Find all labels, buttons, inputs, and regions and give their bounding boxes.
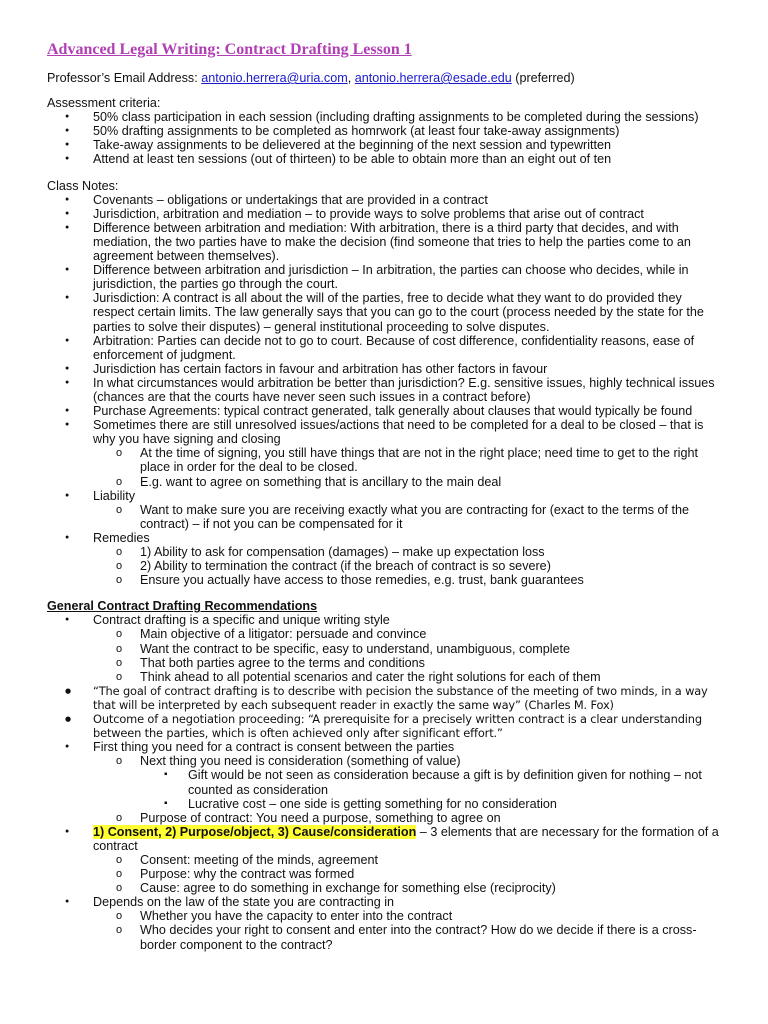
list-item: ● Jurisdiction, arbitration and mediation – to provide ways to solve problems that arise out of contract [47, 207, 722, 221]
sub-list-item: o Want the contract to be specific, easy to understand, unambiguous, complete [116, 642, 722, 656]
sub-list-item: o Who decides your right to consent and enter into the contract? How do we decide if there is a cross-border component to the contract? [116, 923, 722, 951]
elements-text: – 3 elements that are necessary for the formation of a contract [93, 824, 719, 853]
class-notes-list [47, 193, 722, 588]
list-item-style [47, 613, 722, 683]
list-item: ● Arbitration: Parties can decide not to go to court. Because of cost difference, confidentiality reasons, ease of enforcement of judgment. [47, 334, 722, 362]
list-item-text: Liability [93, 488, 135, 503]
list-item-text: First thing you need for a contract is consent between the parties [93, 740, 455, 755]
list-item: ● 50% drafting assignments to be completed as homrwork (at least four take-away assignments) [47, 124, 722, 138]
consideration-sublist [140, 768, 722, 810]
list-item: ● Attend at least ten sessions (out of thirteen) to be able to obtain more than an eight out of ten [47, 152, 722, 166]
style-sublist [93, 627, 722, 683]
list-item-text: Contract drafting is a specific and unique writing style [93, 613, 390, 628]
class-notes-section [47, 179, 722, 588]
sub-sub-list-item: ▪ Lucrative cost – one side is getting something for no consideration [164, 797, 722, 811]
quote-fox: ● “The goal of contract drafting is to describe with pecision the substance of the meeting of two minds, in a way that will be interpreted by each subsequent reader in exactly the same way” (Charles M. Fox) [47, 684, 722, 712]
sub-list-item: o Ensure you actually have access to those remedies, e.g. trust, bank guarantees [116, 573, 722, 587]
document-title: Advanced Legal Writing: Contract Drafting Lesson 1 [47, 41, 412, 58]
list-item-remedies [47, 531, 722, 587]
sub-list-item-text: Next thing you need is consideration (something of value) [140, 754, 461, 769]
assessment-heading: Assessment criteria: [47, 96, 161, 111]
email-line [47, 71, 722, 85]
list-item: ● 50% class participation in each session (including drafting assignments to be completed during the sessions) [47, 110, 722, 124]
email-label: Professor’s Email Address: [47, 71, 202, 85]
recommendations-section [47, 599, 722, 951]
list-item-signing [47, 418, 722, 488]
law-sublist [93, 909, 722, 951]
list-item-text: Sometimes there are still unresolved issues/actions that need to be completed for a deal to be closed – that is why you have signing and closing [93, 418, 704, 447]
list-item: ● In what circumstances would arbitration be better than jurisdiction? E.g. sensitive issues, highly technical issues (chances are that the courts have never seen such issues in a contract before) [47, 376, 722, 404]
list-item-consent [47, 740, 722, 825]
list-item: ● Jurisdiction has certain factors in favour and arbitration has other factors in favour [47, 362, 722, 376]
sub-sub-list-item: ▪ Gift would be not seen as consideration because a gift is by definition given for nothing – not counted as consideration [164, 768, 722, 796]
remedies-sublist [93, 545, 722, 587]
sub-list-item: o Consent: meeting of the minds, agreement [116, 853, 722, 867]
list-item-elements [47, 825, 722, 895]
sub-list-item: o Whether you have the capacity to enter into the contract [116, 909, 722, 923]
assessment-section [47, 96, 722, 166]
sub-list-item: o At the time of signing, you still have things that are not in the right place; need time to get to the right place in order for the deal to be closed. [116, 446, 722, 474]
list-item: ● Take-away assignments to be delievered at the beginning of the next session and typewritten [47, 138, 722, 152]
list-item-law [47, 895, 722, 951]
quote-negotiation: ● Outcome of a negotiation proceeding: “A prerequisite for a precisely written contract is a clear understanding between the parties, which is often achieved only after significant effort.” [47, 712, 722, 740]
sub-list-item: o Cause: agree to do something in exchange for something else (reciprocity) [116, 881, 722, 895]
list-item: ● Jurisdiction: A contract is all about the will of the parties, free to decide what they want to do provided they respect certain limits. The law generally says that you can go to the court (process needed by the state for the parties to solve their disputes) – general institutional proceeding to solve disputes. [47, 291, 722, 333]
recommendations-heading: General Contract Drafting Recommendations [47, 599, 318, 614]
elements-highlight: 1) Consent, 2) Purpose/object, 3) Cause/consideration [93, 824, 417, 839]
sub-list-item: o 2) Ability to termination the contract (if the breach of contract is so severe) [116, 559, 722, 573]
consent-sublist [93, 754, 722, 824]
email-suffix: (preferred) [511, 71, 575, 85]
list-item: ● Difference between arbitration and jurisdiction – In arbitration, the parties can choose who decides, while in jurisdiction, the parties go through the court. [47, 263, 722, 291]
sub-list-item: o That both parties agree to the terms and conditions [116, 656, 722, 670]
liability-sublist [93, 503, 722, 531]
sub-list-item: o E.g. want to agree on something that is ancillary to the main deal [116, 475, 722, 489]
sub-list-item: o Want to make sure you are receiving exactly what you are contracting for (exact to the terms of the contract) – if not you can be compensated for it [116, 503, 722, 531]
sub-list-item: o Purpose of contract: You need a purpose, something to agree on [116, 811, 722, 825]
email-link-uria[interactable]: antonio.herrera@uria.com [201, 71, 348, 85]
sub-list-item-consideration [116, 754, 722, 810]
elements-sublist [93, 853, 722, 895]
email-separator: , [347, 71, 355, 85]
list-item-text: Depends on the law of the state you are contracting in [93, 895, 395, 910]
recommendations-list [47, 613, 722, 951]
list-item-text: Remedies [93, 530, 150, 545]
sub-list-item: o Think ahead to all potential scenarios and cater the right solutions for each of them [116, 670, 722, 684]
list-item: ● Purchase Agreements: typical contract generated, talk generally about clauses that would typically be found [47, 404, 722, 418]
signing-sublist [93, 446, 722, 488]
assessment-list [47, 110, 722, 166]
list-item-liability [47, 489, 722, 531]
sub-list-item: o Main objective of a litigator: persuade and convince [116, 627, 722, 641]
class-notes-heading: Class Notes: [47, 178, 119, 193]
email-link-esade[interactable]: antonio.herrera@esade.edu [354, 71, 512, 85]
list-item: ● Difference between arbitration and mediation: With arbitration, there is a third party that decides, and with mediation, the two parties have to make the decision (find someone that tries to help the parties come to an agreement between themselves). [47, 221, 722, 263]
sub-list-item: o 1) Ability to ask for compensation (damages) – make up expectation loss [116, 545, 722, 559]
list-item: ● Covenants – obligations or undertakings that are provided in a contract [47, 193, 722, 207]
sub-list-item: o Purpose: why the contract was formed [116, 867, 722, 881]
